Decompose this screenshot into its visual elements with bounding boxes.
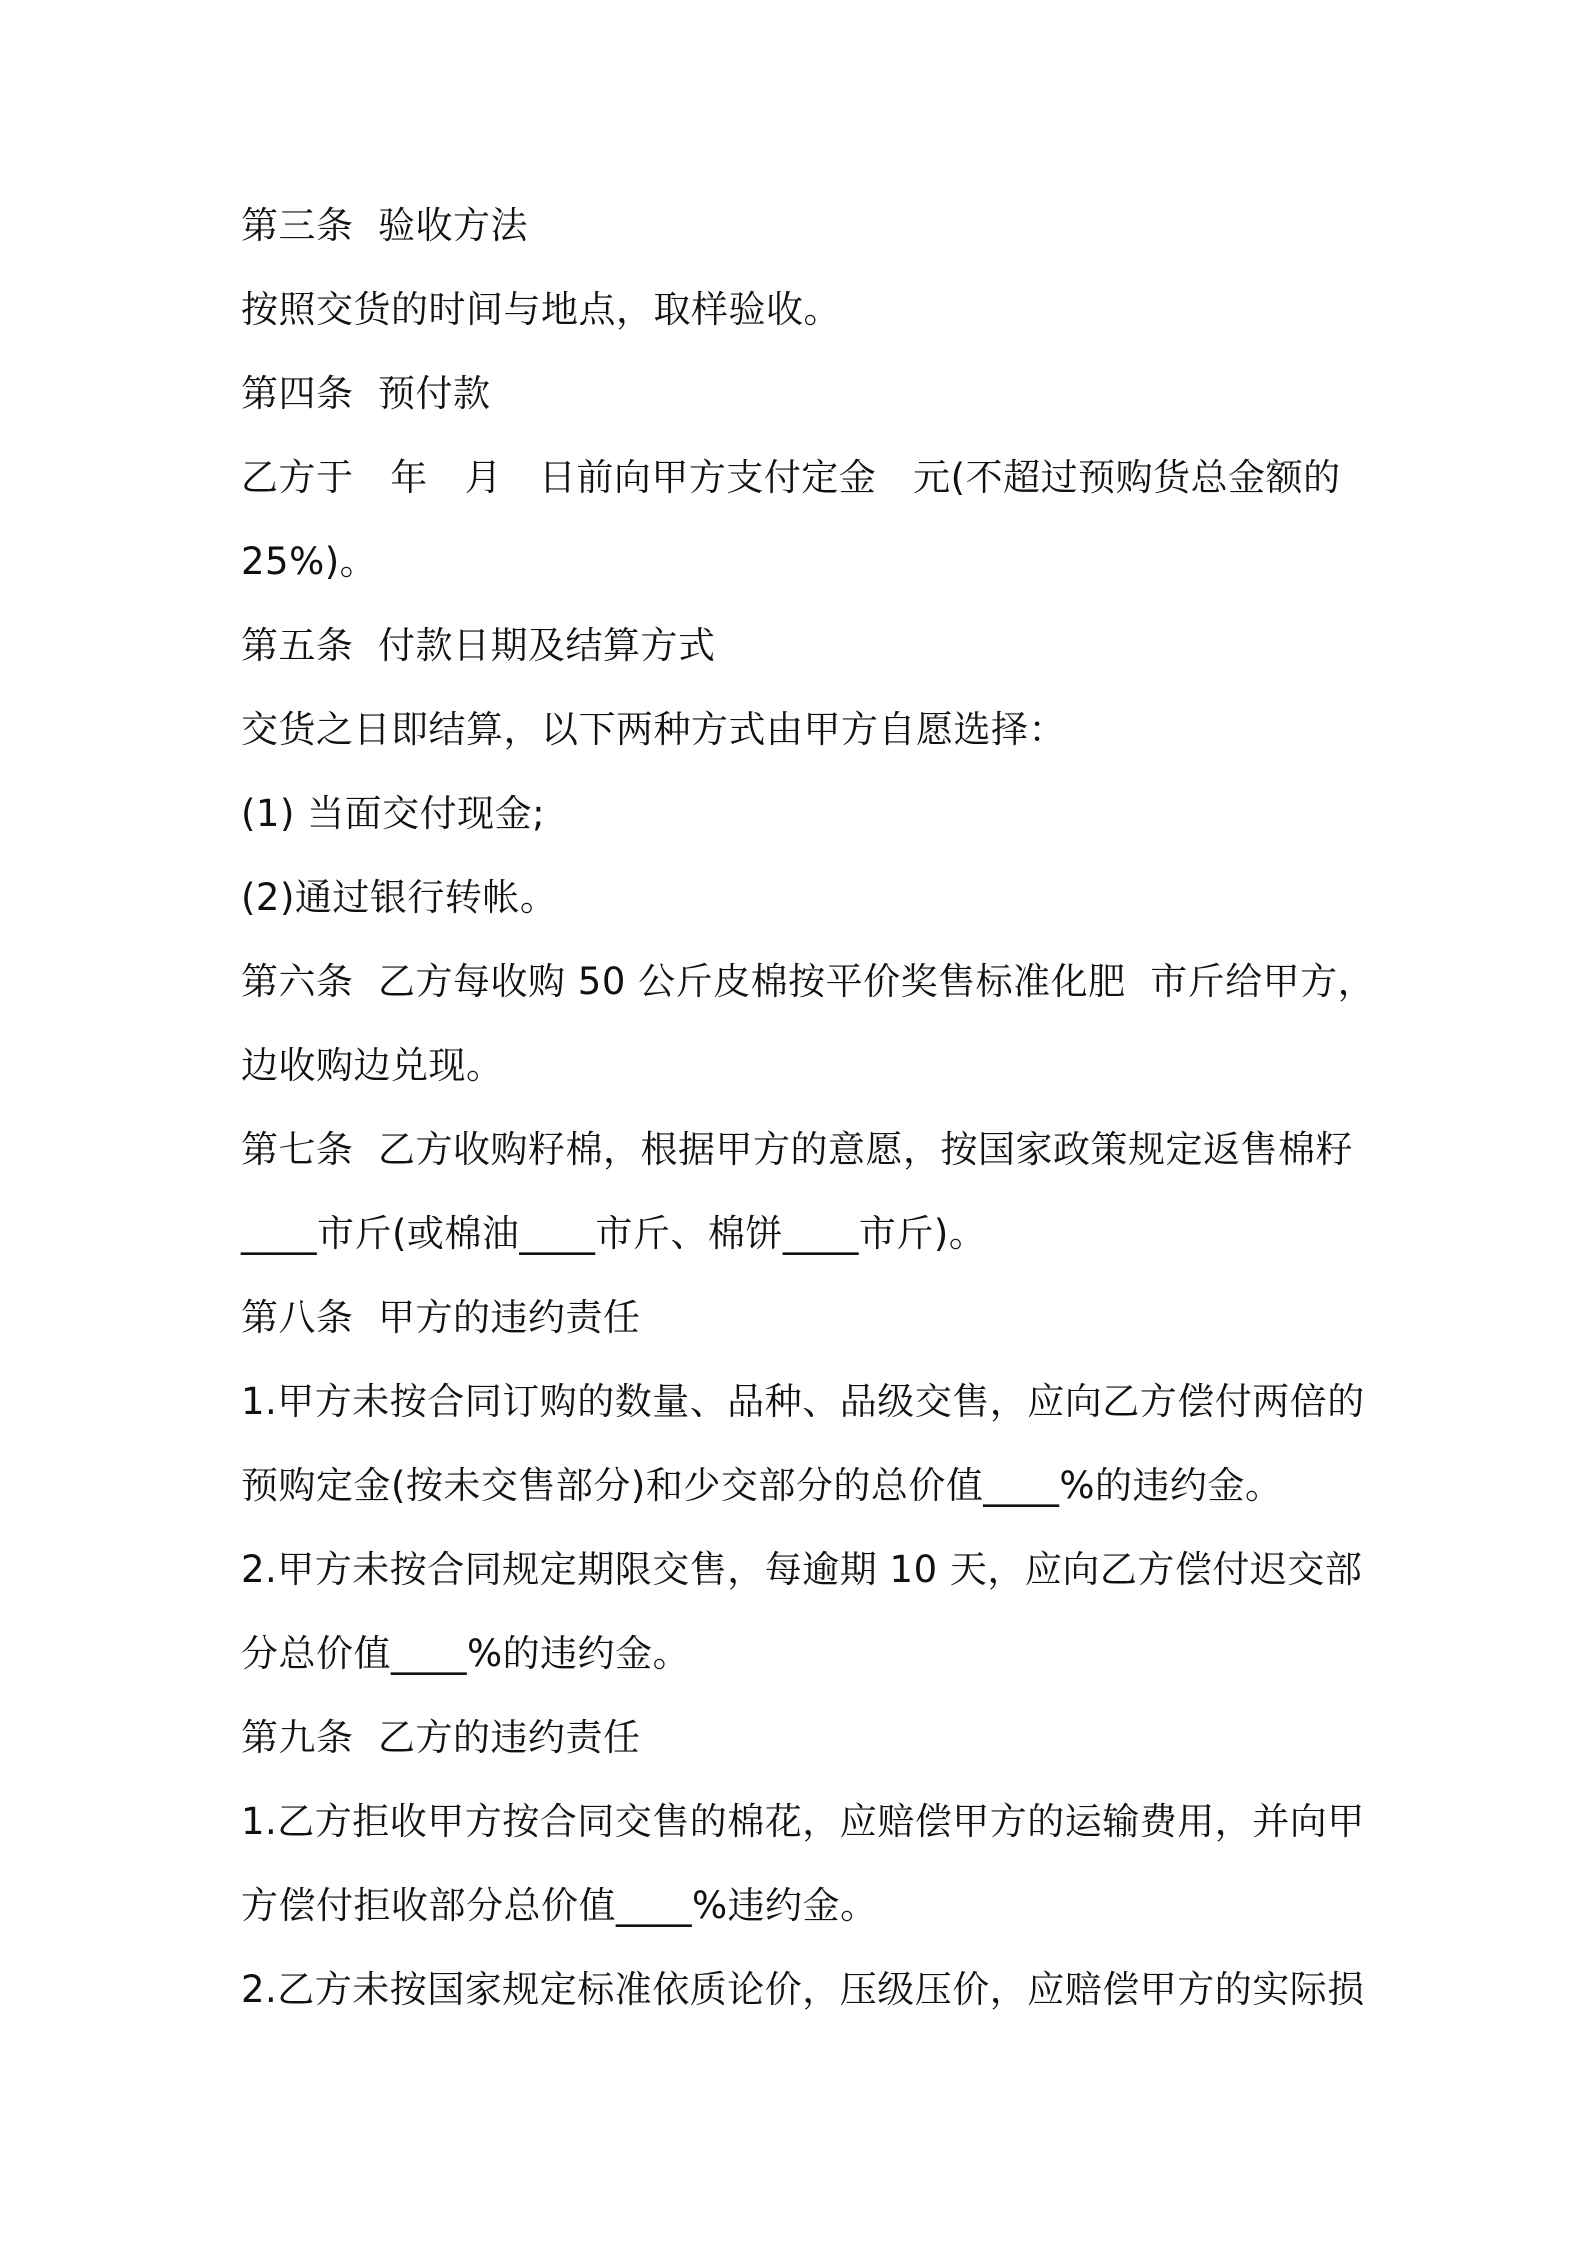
article-4-body-line-1: 乙方于 年 月 日前向甲方支付定金 元(不超过预购货总金额的 (241, 456, 1341, 499)
article-7-line-2: ____市斤(或棉油____市斤、棉饼____市斤)。 (241, 1212, 987, 1255)
article-3-body: 按照交货的时间与地点，取样验收。 (241, 288, 841, 331)
article-8-item-2-line-2: 分总价值____%的违约金。 (241, 1632, 691, 1675)
article-6-line-2: 边收购边兑现。 (241, 1044, 504, 1087)
article-9-item-2-line-1: 2.乙方未按国家规定标准依质论价，压级压价，应赔偿甲方的实际损 (241, 1968, 1365, 2011)
article-7-line-1: 第七条 乙方收购籽棉，根据甲方的意愿，按国家政策规定返售棉籽 (241, 1128, 1354, 1171)
article-8-heading: 第八条 甲方的违约责任 (241, 1296, 641, 1339)
article-4-heading: 第四条 预付款 (241, 372, 491, 415)
article-9-heading: 第九条 乙方的违约责任 (241, 1716, 641, 1759)
article-5-heading: 第五条 付款日期及结算方式 (241, 624, 716, 667)
article-8-item-2-line-1: 2.甲方未按合同规定期限交售，每逾期 10 天，应向乙方偿付迟交部 (241, 1548, 1363, 1591)
article-8-item-1-line-2: 预购定金(按未交售部分)和少交部分的总价值____%的违约金。 (241, 1464, 1283, 1507)
article-5-body: 交货之日即结算，以下两种方式由甲方自愿选择： (241, 708, 1066, 751)
article-3-heading: 第三条 验收方法 (241, 204, 529, 247)
article-9-item-1-line-2: 方偿付拒收部分总价值____%违约金。 (241, 1884, 878, 1927)
article-8-item-1-line-1: 1.甲方未按合同订购的数量、品种、品级交售，应向乙方偿付两倍的 (241, 1380, 1365, 1423)
article-5-option-1: (1) 当面交付现金; (241, 792, 546, 835)
article-4-body-line-2: 25%)。 (241, 540, 378, 583)
article-6-line-1: 第六条 乙方每收购 50 公斤皮棉按平价奖售标准化肥 市斤给甲方， (241, 960, 1376, 1003)
article-9-item-1-line-1: 1.乙方拒收甲方按合同交售的棉花，应赔偿甲方的运输费用，并向甲 (241, 1800, 1365, 1843)
article-5-option-2: (2)通过银行转帐。 (241, 876, 558, 919)
